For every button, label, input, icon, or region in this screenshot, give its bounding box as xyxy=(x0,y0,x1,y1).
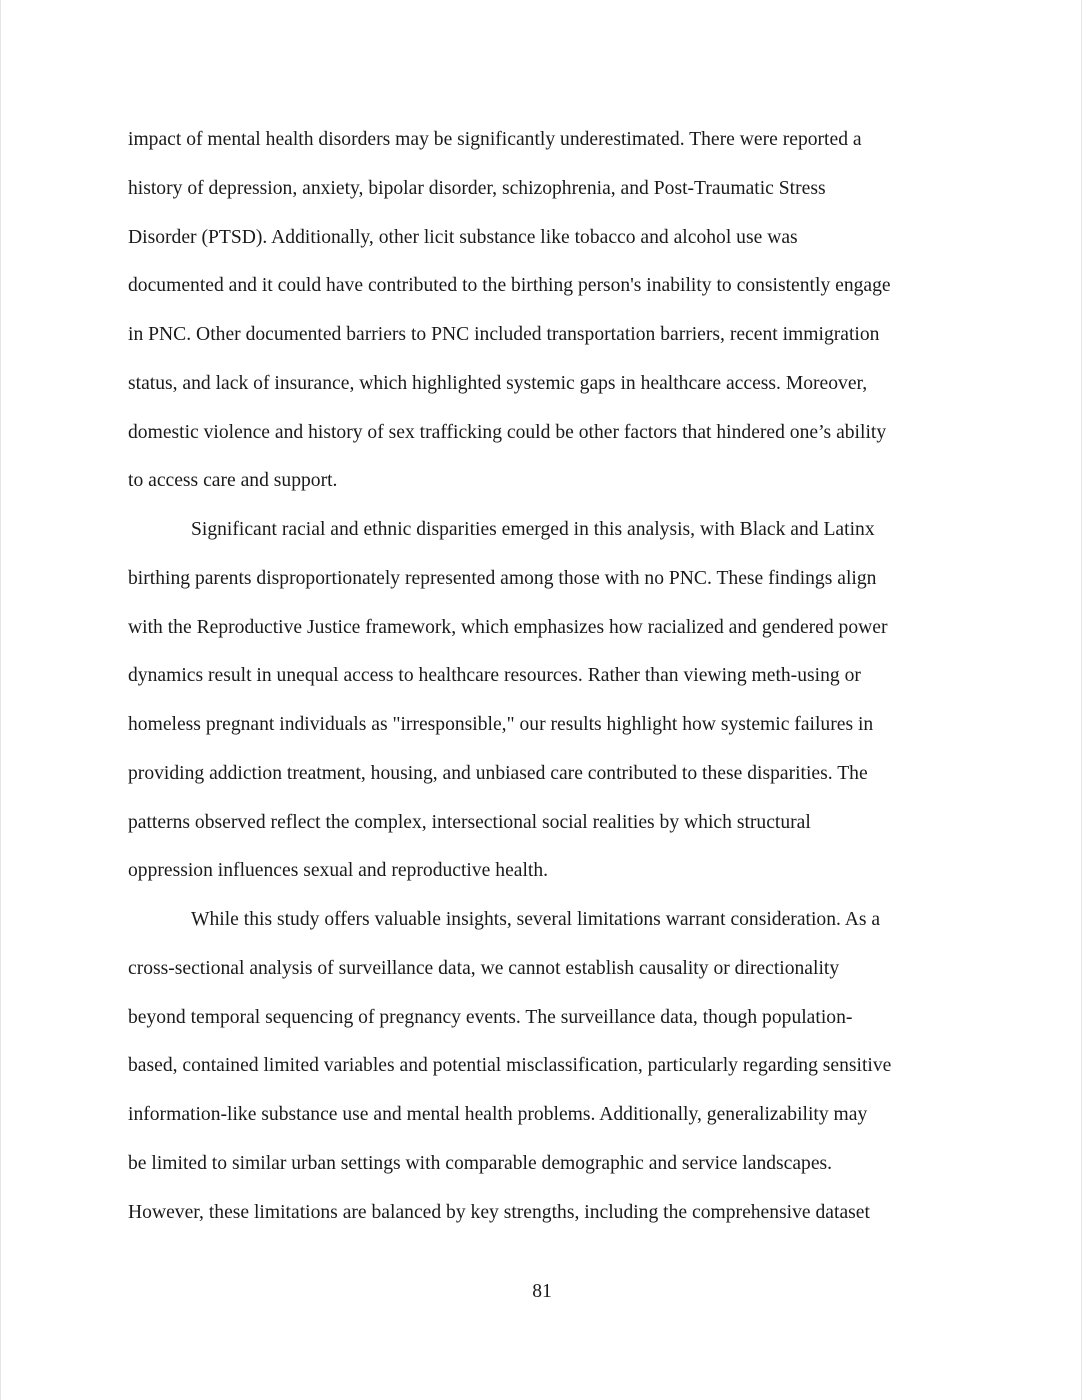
text-line: patterns observed reflect the complex, intersectional social realities by which structural xyxy=(128,811,811,833)
text-line: beyond temporal sequencing of pregnancy events. The surveillance data, though population- xyxy=(128,1006,853,1028)
paragraph-first-line: While this study offers valuable insights, several limitations warrant consideration. As a xyxy=(191,909,881,930)
text-line: Disorder (PTSD). Additionally, other licit substance like tobacco and alcohol use was xyxy=(128,226,798,248)
text-line: domestic violence and history of sex trafficking could be other factors that hindered one’s ability xyxy=(128,421,887,443)
page-number: 81 xyxy=(532,1281,552,1302)
text-line: to access care and support. xyxy=(128,470,338,492)
paragraph-first-line: Significant racial and ethnic disparities emerged in this analysis, with Black and Latinx xyxy=(191,519,875,540)
text-line: impact of mental health disorders may be significantly underestimated. There were reported a xyxy=(128,129,862,150)
text-line: be limited to similar urban settings with comparable demographic and service landscapes. xyxy=(128,1152,833,1174)
text-line: status, and lack of insurance, which highlighted systemic gaps in healthcare access. Moreover, xyxy=(128,372,868,394)
text-line: oppression influences sexual and reproductive health. xyxy=(128,860,549,882)
text-line: based, contained limited variables and potential misclassification, particularly regarding sensitive xyxy=(128,1055,892,1077)
text-line: dynamics result in unequal access to healthcare resources. Rather than viewing meth-using or xyxy=(128,665,861,687)
text-line: cross-sectional analysis of surveillance data, we cannot establish causality or directionality xyxy=(128,957,840,979)
text-line: However, these limitations are balanced by key strengths, including the comprehensive dataset xyxy=(128,1201,870,1223)
text-line: homeless pregnant individuals as "irresponsible," our results highlight how systemic failures in xyxy=(128,714,874,735)
text-line: information-like substance use and mental health problems. Additionally, generalizability may xyxy=(128,1104,868,1125)
text-line: documented and it could have contributed to the birthing person's inability to consistently engage xyxy=(128,275,891,297)
text-line: in PNC. Other documented barriers to PNC included transportation barriers, recent immigration xyxy=(128,324,880,345)
text-line: providing addiction treatment, housing, and unbiased care contributed to these disparities. The xyxy=(128,762,868,784)
text-line: history of depression, anxiety, bipolar disorder, schizophrenia, and Post-Traumatic Stress xyxy=(128,177,826,199)
text-line: with the Reproductive Justice framework, which emphasizes how racialized and gendered power xyxy=(128,616,888,638)
text-line: birthing parents disproportionately represented among those with no PNC. These findings align xyxy=(128,567,877,589)
body-text xyxy=(128,116,958,1237)
